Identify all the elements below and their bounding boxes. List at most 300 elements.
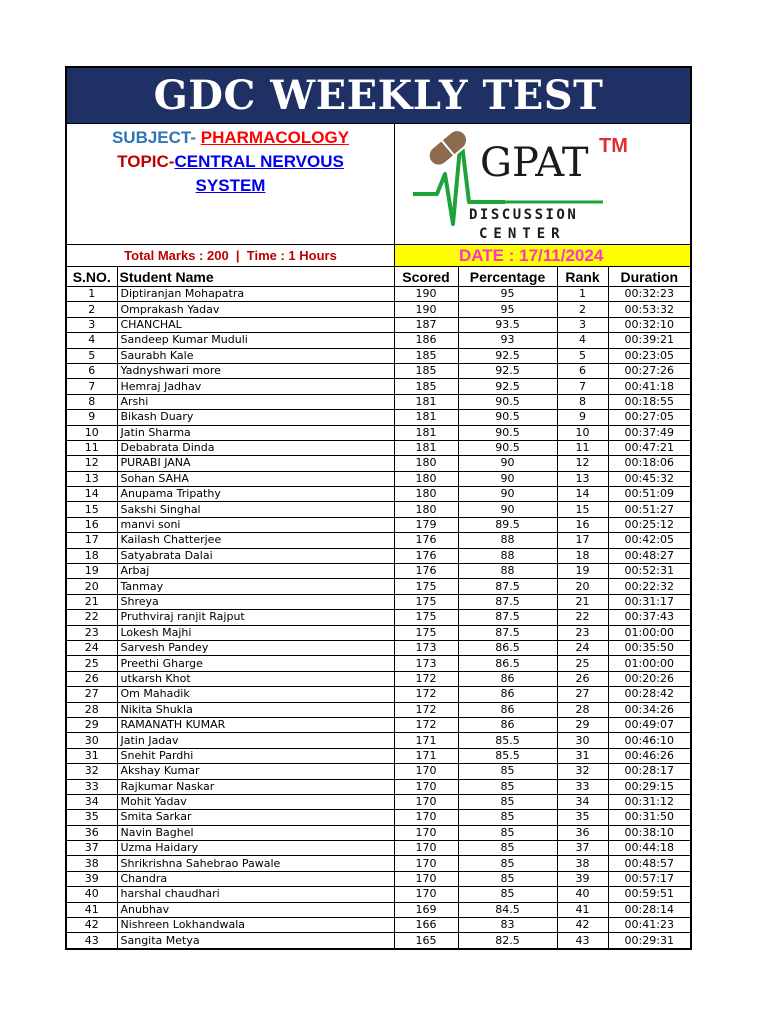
cell-percentage: 85 — [458, 794, 557, 809]
header-sno: S.NO. — [67, 267, 117, 287]
cell-student-name: Yadnyshwari more — [117, 363, 394, 378]
table-row — [67, 779, 690, 794]
cell-rank: 12 — [557, 456, 608, 471]
table-row — [67, 856, 690, 871]
table-row — [67, 764, 690, 779]
cell-sno: 5 — [67, 348, 117, 363]
cell-percentage: 87.5 — [458, 610, 557, 625]
cell-student-name: Hemraj Jadhav — [117, 379, 394, 394]
cell-student-name: PURABI JANA — [117, 456, 394, 471]
cell-duration: 00:27:05 — [608, 410, 690, 425]
cell-rank: 6 — [557, 363, 608, 378]
cell-rank: 38 — [557, 856, 608, 871]
cell-sno: 35 — [67, 810, 117, 825]
table-row — [67, 717, 690, 732]
cell-duration: 00:31:17 — [608, 594, 690, 609]
cell-sno: 30 — [67, 733, 117, 748]
cell-percentage: 90 — [458, 471, 557, 486]
logo-line2: CENTER — [479, 226, 566, 242]
cell-student-name: utkarsh Khot — [117, 671, 394, 686]
cell-duration: 00:53:32 — [608, 302, 690, 317]
cell-student-name: Kailash Chatterjee — [117, 533, 394, 548]
cell-percentage: 87.5 — [458, 625, 557, 640]
cell-sno: 20 — [67, 579, 117, 594]
cell-duration: 00:31:12 — [608, 794, 690, 809]
header-rank: Rank — [557, 267, 608, 287]
table-row — [67, 594, 690, 609]
cell-scored: 176 — [394, 533, 458, 548]
cell-student-name: CHANCHAL — [117, 317, 394, 332]
cell-percentage: 90.5 — [458, 440, 557, 455]
cell-scored: 170 — [394, 887, 458, 902]
cell-percentage: 86 — [458, 717, 557, 732]
cell-duration: 00:46:26 — [608, 748, 690, 763]
cell-student-name: Debabrata Dinda — [117, 440, 394, 455]
cell-scored: 179 — [394, 517, 458, 532]
cell-duration: 00:29:31 — [608, 933, 690, 948]
cell-percentage: 89.5 — [458, 517, 557, 532]
cell-scored: 165 — [394, 933, 458, 948]
cell-student-name: Mohit Yadav — [117, 794, 394, 809]
cell-percentage: 90 — [458, 502, 557, 517]
cell-student-name: Sarvesh Pandey — [117, 640, 394, 655]
cell-sno: 17 — [67, 533, 117, 548]
subject-label: SUBJECT- — [111, 128, 201, 147]
cell-rank: 17 — [557, 533, 608, 548]
table-row — [67, 733, 690, 748]
cell-percentage: 85 — [458, 887, 557, 902]
cell-sno: 28 — [67, 702, 117, 717]
cell-duration: 00:23:05 — [608, 348, 690, 363]
cell-percentage: 85.5 — [458, 748, 557, 763]
cell-sno: 12 — [67, 456, 117, 471]
cell-duration: 00:28:17 — [608, 764, 690, 779]
cell-sno: 16 — [67, 517, 117, 532]
test-date: DATE : 17/11/2024 — [395, 245, 690, 266]
table-row — [67, 841, 690, 856]
table-row — [67, 825, 690, 840]
cell-rank: 36 — [557, 825, 608, 840]
table-row — [67, 748, 690, 763]
cell-rank: 21 — [557, 594, 608, 609]
cell-scored: 170 — [394, 841, 458, 856]
cell-scored: 172 — [394, 687, 458, 702]
table-row — [67, 517, 690, 532]
table-row — [67, 471, 690, 486]
table-row — [67, 640, 690, 655]
cell-percentage: 86 — [458, 702, 557, 717]
cell-scored: 176 — [394, 548, 458, 563]
cell-percentage: 92.5 — [458, 363, 557, 378]
cell-percentage: 86.5 — [458, 640, 557, 655]
cell-scored: 187 — [394, 317, 458, 332]
cell-student-name: Arbaj — [117, 564, 394, 579]
cell-student-name: Saurabh Kale — [117, 348, 394, 363]
cell-percentage: 88 — [458, 548, 557, 563]
cell-rank: 5 — [557, 348, 608, 363]
cell-sno: 15 — [67, 502, 117, 517]
cell-student-name: Sohan SAHA — [117, 471, 394, 486]
gpat-logo — [395, 124, 690, 242]
cell-percentage: 87.5 — [458, 579, 557, 594]
cell-scored: 181 — [394, 394, 458, 409]
cell-student-name: Jatin Jadav — [117, 733, 394, 748]
header-scored: Scored — [394, 267, 458, 287]
cell-rank: 4 — [557, 333, 608, 348]
cell-percentage: 95 — [458, 287, 557, 302]
cell-percentage: 90.5 — [458, 410, 557, 425]
page-title: GDC WEEKLY TEST — [67, 68, 690, 124]
cell-sno: 43 — [67, 933, 117, 948]
cell-duration: 00:59:51 — [608, 887, 690, 902]
cell-duration: 00:51:27 — [608, 502, 690, 517]
cell-scored: 180 — [394, 471, 458, 486]
cell-sno: 36 — [67, 825, 117, 840]
cell-rank: 2 — [557, 302, 608, 317]
cell-rank: 14 — [557, 487, 608, 502]
cell-duration: 00:31:50 — [608, 810, 690, 825]
cell-percentage: 86 — [458, 687, 557, 702]
cell-duration: 00:22:32 — [608, 579, 690, 594]
cell-rank: 7 — [557, 379, 608, 394]
cell-student-name: harshal chaudhari — [117, 887, 394, 902]
cell-rank: 42 — [557, 918, 608, 933]
cell-sno: 11 — [67, 440, 117, 455]
cell-student-name: Preethi Gharge — [117, 656, 394, 671]
table-row — [67, 918, 690, 933]
cell-duration: 00:48:57 — [608, 856, 690, 871]
cell-scored: 175 — [394, 579, 458, 594]
cell-student-name: Snehit Pardhi — [117, 748, 394, 763]
cell-scored: 170 — [394, 794, 458, 809]
table-row — [67, 687, 690, 702]
cell-student-name: Nikita Shukla — [117, 702, 394, 717]
cell-rank: 20 — [557, 579, 608, 594]
cell-rank: 35 — [557, 810, 608, 825]
cell-duration: 00:45:32 — [608, 471, 690, 486]
cell-scored: 190 — [394, 287, 458, 302]
cell-rank: 41 — [557, 902, 608, 917]
cell-duration: 00:18:06 — [608, 456, 690, 471]
cell-scored: 175 — [394, 625, 458, 640]
cell-percentage: 86 — [458, 671, 557, 686]
cell-student-name: manvi soni — [117, 517, 394, 532]
table-row — [67, 625, 690, 640]
cell-duration: 00:48:27 — [608, 548, 690, 563]
result-sheet — [65, 66, 692, 950]
cell-percentage: 85 — [458, 825, 557, 840]
topic-value-line2: SYSTEM — [195, 176, 266, 195]
cell-duration: 00:29:15 — [608, 779, 690, 794]
cell-percentage: 92.5 — [458, 348, 557, 363]
marks-info: Total Marks : 200 | Time : 1 Hours — [67, 245, 395, 266]
table-row — [67, 287, 690, 302]
table-row — [67, 656, 690, 671]
cell-duration: 00:41:18 — [608, 379, 690, 394]
cell-percentage: 93 — [458, 333, 557, 348]
cell-duration: 00:51:09 — [608, 487, 690, 502]
cell-sno: 26 — [67, 671, 117, 686]
table-row — [67, 502, 690, 517]
cell-duration: 00:46:10 — [608, 733, 690, 748]
cell-duration: 00:34:26 — [608, 702, 690, 717]
cell-scored: 181 — [394, 440, 458, 455]
cell-scored: 190 — [394, 302, 458, 317]
table-row — [67, 394, 690, 409]
cell-student-name: Uzma Haidary — [117, 841, 394, 856]
cell-sno: 42 — [67, 918, 117, 933]
header-student-name: Student Name — [117, 267, 394, 287]
cell-rank: 3 — [557, 317, 608, 332]
cell-rank: 10 — [557, 425, 608, 440]
cell-duration: 00:32:23 — [608, 287, 690, 302]
table-row — [67, 671, 690, 686]
table-row — [67, 810, 690, 825]
table-row — [67, 794, 690, 809]
cell-student-name: Rajkumar Naskar — [117, 779, 394, 794]
cell-student-name: Omprakash Yadav — [117, 302, 394, 317]
cell-rank: 29 — [557, 717, 608, 732]
cell-rank: 16 — [557, 517, 608, 532]
cell-sno: 2 — [67, 302, 117, 317]
cell-percentage: 88 — [458, 533, 557, 548]
table-row — [67, 425, 690, 440]
table-row — [67, 579, 690, 594]
cell-duration: 00:32:10 — [608, 317, 690, 332]
table-row — [67, 440, 690, 455]
cell-duration: 00:47:21 — [608, 440, 690, 455]
cell-scored: 172 — [394, 671, 458, 686]
cell-rank: 30 — [557, 733, 608, 748]
cell-percentage: 85 — [458, 841, 557, 856]
cell-scored: 180 — [394, 502, 458, 517]
header-duration: Duration — [608, 267, 690, 287]
cell-duration: 00:18:55 — [608, 394, 690, 409]
table-row — [67, 548, 690, 563]
cell-student-name: Navin Baghel — [117, 825, 394, 840]
cell-sno: 9 — [67, 410, 117, 425]
subject-topic-block — [67, 124, 395, 244]
cell-percentage: 87.5 — [458, 594, 557, 609]
cell-student-name: Jatin Sharma — [117, 425, 394, 440]
cell-sno: 6 — [67, 363, 117, 378]
cell-percentage: 84.5 — [458, 902, 557, 917]
cell-rank: 13 — [557, 471, 608, 486]
cell-percentage: 90 — [458, 487, 557, 502]
cell-sno: 7 — [67, 379, 117, 394]
cell-rank: 8 — [557, 394, 608, 409]
cell-scored: 181 — [394, 425, 458, 440]
subject-value: PHARMACOLOGY — [200, 128, 350, 147]
cell-scored: 170 — [394, 825, 458, 840]
cell-percentage: 85.5 — [458, 733, 557, 748]
cell-student-name: Nishreen Lokhandwala — [117, 918, 394, 933]
cell-scored: 185 — [394, 348, 458, 363]
topic-line — [67, 150, 394, 174]
cell-percentage: 92.5 — [458, 379, 557, 394]
cell-sno: 40 — [67, 887, 117, 902]
cell-scored: 171 — [394, 733, 458, 748]
cell-sno: 3 — [67, 317, 117, 332]
cell-duration: 01:00:00 — [608, 656, 690, 671]
table-row — [67, 302, 690, 317]
table-row — [67, 902, 690, 917]
cell-duration: 00:28:14 — [608, 902, 690, 917]
cell-scored: 180 — [394, 456, 458, 471]
cell-sno: 25 — [67, 656, 117, 671]
cell-scored: 181 — [394, 410, 458, 425]
cell-duration: 00:38:10 — [608, 825, 690, 840]
cell-duration: 00:20:26 — [608, 671, 690, 686]
table-row — [67, 533, 690, 548]
cell-student-name: Tanmay — [117, 579, 394, 594]
topic-value-line1: CENTRAL NERVOUS — [174, 152, 344, 171]
cell-student-name: Bikash Duary — [117, 410, 394, 425]
cell-scored: 170 — [394, 810, 458, 825]
cell-rank: 1 — [557, 287, 608, 302]
cell-sno: 13 — [67, 471, 117, 486]
cell-duration: 00:39:21 — [608, 333, 690, 348]
cell-duration: 00:25:12 — [608, 517, 690, 532]
cell-sno: 38 — [67, 856, 117, 871]
cell-duration: 00:27:26 — [608, 363, 690, 378]
cell-percentage: 85 — [458, 871, 557, 886]
cell-rank: 23 — [557, 625, 608, 640]
cell-sno: 23 — [67, 625, 117, 640]
cell-student-name: Anupama Tripathy — [117, 487, 394, 502]
cell-rank: 31 — [557, 748, 608, 763]
table-row — [67, 564, 690, 579]
table-row — [67, 871, 690, 886]
cell-scored: 186 — [394, 333, 458, 348]
cell-scored: 175 — [394, 610, 458, 625]
cell-duration: 00:49:07 — [608, 717, 690, 732]
info-section — [67, 124, 690, 245]
cell-rank: 27 — [557, 687, 608, 702]
table-row — [67, 317, 690, 332]
cell-rank: 26 — [557, 671, 608, 686]
table-row — [67, 887, 690, 902]
cell-sno: 21 — [67, 594, 117, 609]
cell-rank: 37 — [557, 841, 608, 856]
cell-student-name: Satyabrata Dalai — [117, 548, 394, 563]
cell-rank: 33 — [557, 779, 608, 794]
cell-percentage: 95 — [458, 302, 557, 317]
cell-percentage: 93.5 — [458, 317, 557, 332]
cell-sno: 32 — [67, 764, 117, 779]
cell-percentage: 90.5 — [458, 425, 557, 440]
cell-percentage: 83 — [458, 918, 557, 933]
cell-rank: 34 — [557, 794, 608, 809]
cell-duration: 00:28:42 — [608, 687, 690, 702]
cell-rank: 43 — [557, 933, 608, 948]
cell-percentage: 85 — [458, 779, 557, 794]
topic-label: TOPIC- — [117, 152, 175, 171]
cell-scored: 185 — [394, 363, 458, 378]
cell-scored: 170 — [394, 779, 458, 794]
cell-percentage: 85 — [458, 856, 557, 871]
cell-student-name: Sandeep Kumar Muduli — [117, 333, 394, 348]
cell-scored: 170 — [394, 871, 458, 886]
cell-sno: 22 — [67, 610, 117, 625]
subject-line — [67, 126, 394, 150]
cell-student-name: Om Mahadik — [117, 687, 394, 702]
header-percentage: Percentage — [458, 267, 557, 287]
cell-duration: 00:37:43 — [608, 610, 690, 625]
cell-scored: 172 — [394, 717, 458, 732]
cell-sno: 27 — [67, 687, 117, 702]
cell-rank: 28 — [557, 702, 608, 717]
cell-percentage: 85 — [458, 764, 557, 779]
cell-duration: 00:42:05 — [608, 533, 690, 548]
cell-student-name: Anubhav — [117, 902, 394, 917]
cell-student-name: Pruthviraj ranjit Rajput — [117, 610, 394, 625]
cell-scored: 185 — [394, 379, 458, 394]
cell-student-name: Diptiranjan Mohapatra — [117, 287, 394, 302]
cell-sno: 10 — [67, 425, 117, 440]
results-table — [67, 267, 690, 948]
table-row — [67, 379, 690, 394]
cell-rank: 11 — [557, 440, 608, 455]
cell-sno: 39 — [67, 871, 117, 886]
cell-scored: 172 — [394, 702, 458, 717]
cell-scored: 166 — [394, 918, 458, 933]
cell-rank: 25 — [557, 656, 608, 671]
cell-scored: 175 — [394, 594, 458, 609]
cell-scored: 180 — [394, 487, 458, 502]
cell-duration: 00:41:23 — [608, 918, 690, 933]
cell-sno: 19 — [67, 564, 117, 579]
cell-sno: 8 — [67, 394, 117, 409]
logo-trademark: TM — [599, 135, 628, 157]
cell-sno: 41 — [67, 902, 117, 917]
logo-area — [395, 124, 690, 244]
table-row — [67, 333, 690, 348]
table-row — [67, 363, 690, 378]
cell-scored: 170 — [394, 856, 458, 871]
cell-duration: 00:52:31 — [608, 564, 690, 579]
cell-rank: 24 — [557, 640, 608, 655]
cell-sno: 34 — [67, 794, 117, 809]
cell-percentage: 85 — [458, 810, 557, 825]
cell-scored: 171 — [394, 748, 458, 763]
cell-duration: 00:44:18 — [608, 841, 690, 856]
logo-line1: DISCUSSION — [469, 207, 579, 223]
cell-duration: 01:00:00 — [608, 625, 690, 640]
cell-scored: 169 — [394, 902, 458, 917]
cell-sno: 18 — [67, 548, 117, 563]
table-row — [67, 610, 690, 625]
table-row — [67, 348, 690, 363]
cell-student-name: Sakshi Singhal — [117, 502, 394, 517]
cell-percentage: 82.5 — [458, 933, 557, 948]
cell-percentage: 90 — [458, 456, 557, 471]
cell-rank: 18 — [557, 548, 608, 563]
cell-rank: 39 — [557, 871, 608, 886]
cell-sno: 24 — [67, 640, 117, 655]
cell-rank: 9 — [557, 410, 608, 425]
cell-student-name: Smita Sarkar — [117, 810, 394, 825]
cell-rank: 40 — [557, 887, 608, 902]
cell-sno: 31 — [67, 748, 117, 763]
cell-sno: 33 — [67, 779, 117, 794]
table-header-row — [67, 267, 690, 287]
cell-rank: 32 — [557, 764, 608, 779]
cell-student-name: Shreya — [117, 594, 394, 609]
cell-student-name: Lokesh Majhi — [117, 625, 394, 640]
cell-percentage: 90.5 — [458, 394, 557, 409]
cell-rank: 22 — [557, 610, 608, 625]
